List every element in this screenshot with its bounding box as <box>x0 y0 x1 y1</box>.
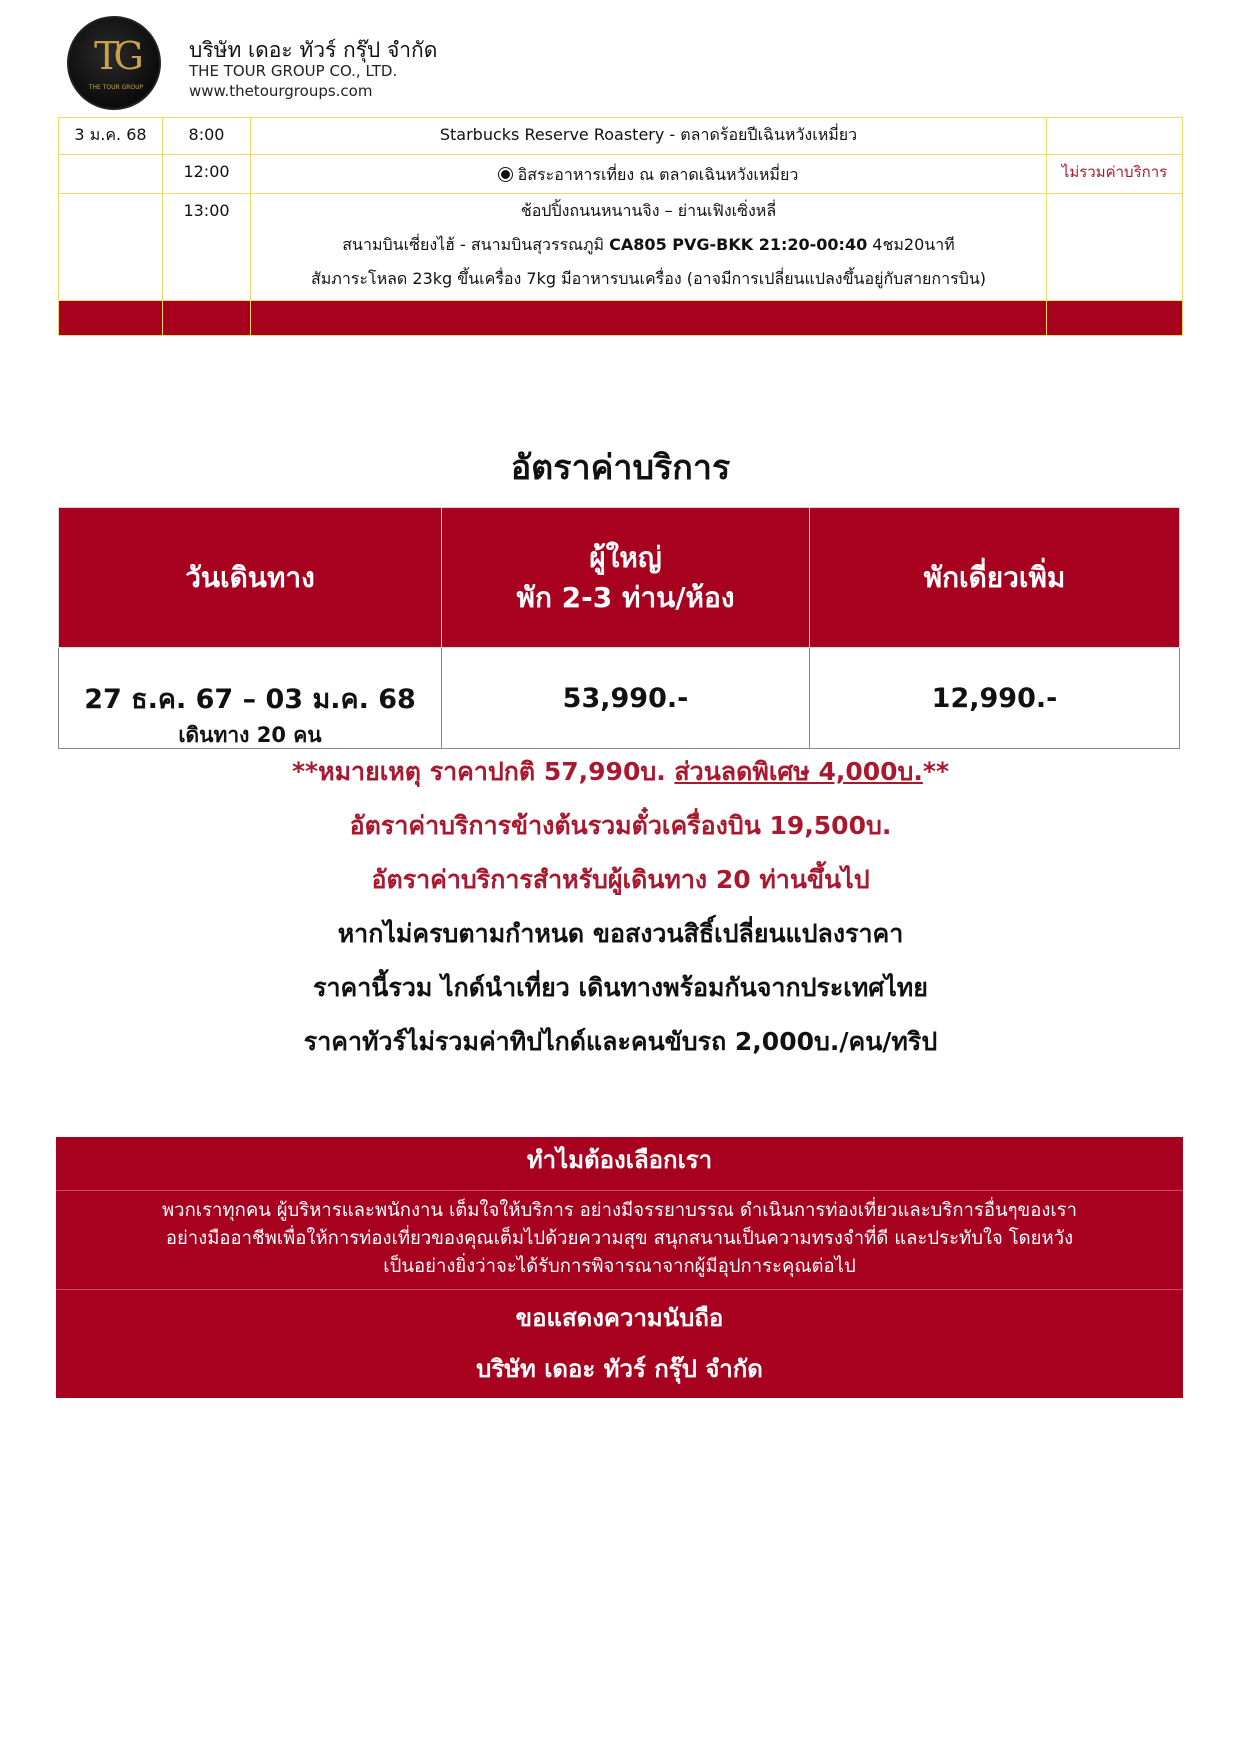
activity-text: อิสระอาหารเที่ยง ณ ตลาดเฉินหวังเหมี่ยว <box>517 165 799 184</box>
pricing-title: อัตราค่าบริการ <box>510 448 731 488</box>
itinerary-row <box>59 194 1183 301</box>
note-tip-excluded: ราคาทัวร์ไม่รวมค่าทิปไกด์และคนขับรถ 2,000บ./คน/ทริป <box>303 1027 938 1056</box>
flight-line: สนามบินเซี่ยงไฮ้ - สนามบินสุวรรณภูมิ CA805 PVG-BKK 21:20-00:40 4ชม20นาที <box>342 235 955 254</box>
header-single-supplement: พักเดี่ยวเพิ่ม <box>810 508 1180 648</box>
note-guide-included: ราคานี้รวม ไกด์นำเที่ยว เดินทางพร้อมกันจากประเทศไทย <box>313 973 928 1002</box>
itinerary-note: ไม่รวมค่าบริการ <box>1047 155 1183 194</box>
logo-subtext: THE TOUR GROUP <box>88 84 144 91</box>
pricing-notes <box>0 752 1241 1076</box>
itinerary-row <box>59 155 1183 194</box>
signature-company: บริษัท เดอะ ทัวร์ กรุ๊ป จำกัด <box>476 1355 763 1383</box>
why-body: พวกเราทุกคน ผู้บริหารและพนักงาน เต็มใจให้บริการ อย่างมีจรรยาบรรณ ดำเนินการท่องเที่ยวและบริการอื่นๆของเรา อย่างมืออาชีพเพื่อให้การท่องเที่ยวของคุณเต็มไปด้วยความสุข สนุกสนานเป็นความทรงจำที่ดี และประทับใจ โดยหวัง เป็นอย่างยิ่งว่าจะได้รับการพิจารณาจากผู้มีอุปการะคุณต่อไป <box>56 1191 1183 1290</box>
company-website[interactable]: www.thetourgroups.com <box>189 82 373 100</box>
pricing-table <box>58 507 1180 749</box>
itinerary-table <box>58 117 1183 336</box>
group-size: เดินทาง 20 คน <box>178 722 322 747</box>
itinerary-note <box>1047 118 1183 155</box>
note-airfare-included: อัตราค่าบริการข้างต้นรวมตั๋วเครื่องบิน 19,500บ. <box>349 811 892 840</box>
adult-price-cell: 53,990.- <box>442 648 810 749</box>
baggage-line: สัมภาระโหลด 23kg ขึ้นเครื่อง 7kg มีอาหารบนเครื่อง (อาจมีการเปลี่ยนแปลงขึ้นอยู่กับสายการบิน) <box>310 269 987 288</box>
logo-letters: TG <box>94 34 138 78</box>
itinerary-date: 3 ม.ค. 68 <box>59 118 163 155</box>
company-logo <box>67 16 161 110</box>
itinerary-activity <box>251 155 1047 194</box>
why-title: ทำไมต้องเลือกเรา <box>56 1137 1183 1191</box>
flight-number: CA805 PVG-BKK 21:20-00:40 <box>609 235 868 254</box>
single-price-cell: 12,990.- <box>810 648 1180 749</box>
itinerary-time: 12:00 <box>163 155 251 194</box>
itinerary-time: 8:00 <box>163 118 251 155</box>
itinerary-date <box>59 155 163 194</box>
itinerary-date <box>59 194 163 301</box>
itinerary-note <box>1047 194 1183 301</box>
company-name-thai: บริษัท เดอะ ทัวร์ กรุ๊ป จำกัด <box>189 38 438 62</box>
pricing-row <box>59 648 1180 749</box>
itinerary-activity <box>251 194 1047 301</box>
itinerary-time: 13:00 <box>163 194 251 301</box>
header-adult-price: ผู้ใหญ่ พัก 2-3 ท่าน/ห้อง <box>442 508 810 648</box>
company-header <box>67 16 667 111</box>
sincerely-text: ขอแสดงความนับถือ <box>515 1304 724 1332</box>
discount-text: ส่วนลดพิเศษ 4,000บ. <box>674 757 923 786</box>
itinerary-activity: Starbucks Reserve Roastery - ตลาดร้อยปีเฉินหวังเหมี่ยว <box>251 118 1047 155</box>
company-name-english: THE TOUR GROUP CO., LTD. <box>189 62 398 80</box>
meal-icon <box>499 168 512 181</box>
travel-date-cell: 27 ธ.ค. 67 – 03 ม.ค. 68 เดินทาง 20 คน <box>59 648 442 749</box>
header-travel-date: วันเดินทาง <box>59 508 442 648</box>
itinerary-row <box>59 118 1183 155</box>
itinerary-footer-bar <box>59 301 1183 336</box>
activity-line: ช้อปปิ้งถนนหนานจิง – ย่านเฟิงเซิ่งหลี่ <box>520 201 777 220</box>
why-choose-us <box>56 1137 1183 1398</box>
note-regular-price: **หมายเหตุ ราคาปกติ 57,990บ. ส่วนลดพิเศษ 4,000บ.** <box>291 757 950 786</box>
pricing-header-row <box>59 508 1180 648</box>
note-price-change: หากไม่ครบตามกำหนด ขอสงวนสิธิ์เปลี่ยนแปลงราคา <box>337 919 904 948</box>
note-min-travelers: อัตราค่าบริการสำหรับผู้เดินทาง 20 ท่านขึ้นไป <box>371 865 870 894</box>
